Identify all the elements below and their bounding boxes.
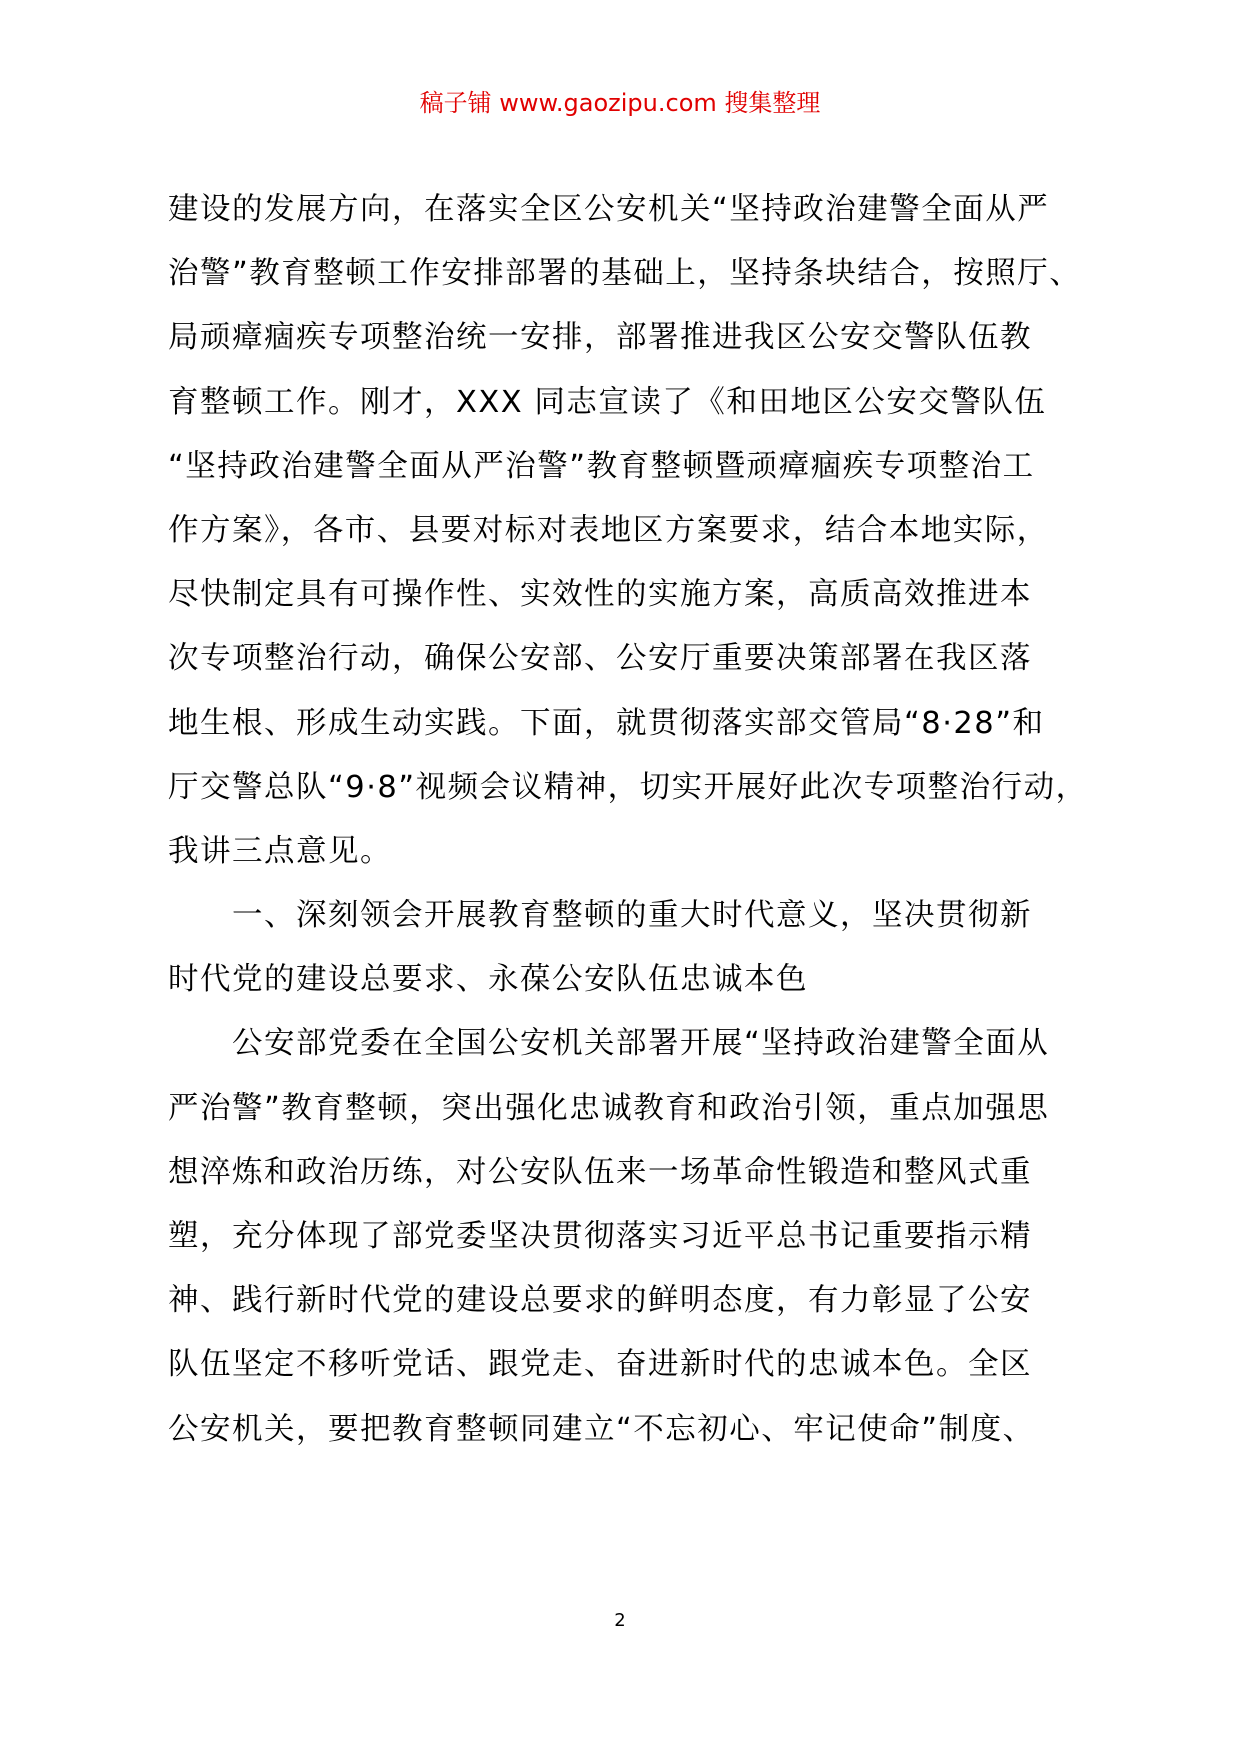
- text-line: 作方案》，各市、县要对标对表地区方案要求，结合本地实际，: [168, 512, 1049, 548]
- text-line: 队伍坚定不移听党话、跟党走、奋进新时代的忠诚本色。全区: [168, 1347, 1032, 1383]
- text-line: 严治警”教育整顿，突出强化忠诚教育和政治引领，重点加强思: [168, 1090, 1050, 1126]
- text-line: “坚持政治建警全面从严治警”教育整顿暨顽瘴痼疾专项整治工: [168, 448, 1035, 484]
- text-line: 育整顿工作。刚才，XXX 同志宣读了《和田地区公安交警队伍: [168, 384, 1047, 420]
- text-line: 地生根、形成生动实践。下面，就贯彻落实部交管局“8·28”和: [168, 705, 1045, 741]
- text-line: 我讲三点意见。: [168, 833, 392, 869]
- text-line: 局顽瘴痼疾专项整治统一安排，部署推进我区公安交警队伍教: [168, 320, 1032, 356]
- document-body: [168, 178, 1108, 1462]
- section-heading-line: 时代党的建设总要求、永葆公安队伍忠诚本色: [168, 962, 808, 998]
- text-line: 公安部党委在全国公安机关部署开展“坚持政治建警全面从: [232, 1026, 1050, 1062]
- section-heading-line: 一、深刻领会开展教育整顿的重大时代意义，坚决贯彻新: [232, 898, 1032, 934]
- watermark-header: 稿子铺 www.gaozipu.com 搜集整理: [419, 89, 821, 117]
- text-line: 想淬炼和政治历练，对公安队伍来一场革命性锻造和整风式重: [168, 1154, 1032, 1190]
- text-line: 治警”教育整顿工作安排部署的基础上，坚持条块结合，按照厅、: [168, 256, 1082, 292]
- text-line: 塑，充分体现了部党委坚决贯彻落实习近平总书记重要指示精: [168, 1219, 1032, 1254]
- text-line: 次专项整治行动，确保公安部、公安厅重要决策部署在我区落: [168, 641, 1032, 677]
- page-number: 2: [614, 1610, 626, 1631]
- text-line: 公安机关，要把教育整顿同建立“不忘初心、牢记使命”制度、: [168, 1411, 1035, 1447]
- text-line: 建设的发展方向，在落实全区公安机关“坚持政治建警全面从严: [168, 192, 1050, 227]
- text-line: 尽快制定具有可操作性、实效性的实施方案，高质高效推进本: [168, 577, 1032, 613]
- text-line: 神、践行新时代党的建设总要求的鲜明态度，有力彰显了公安: [168, 1283, 1032, 1319]
- text-line: 厅交警总队“9·8”视频会议精神，切实开展好此次专项整治行动，: [168, 769, 1088, 805]
